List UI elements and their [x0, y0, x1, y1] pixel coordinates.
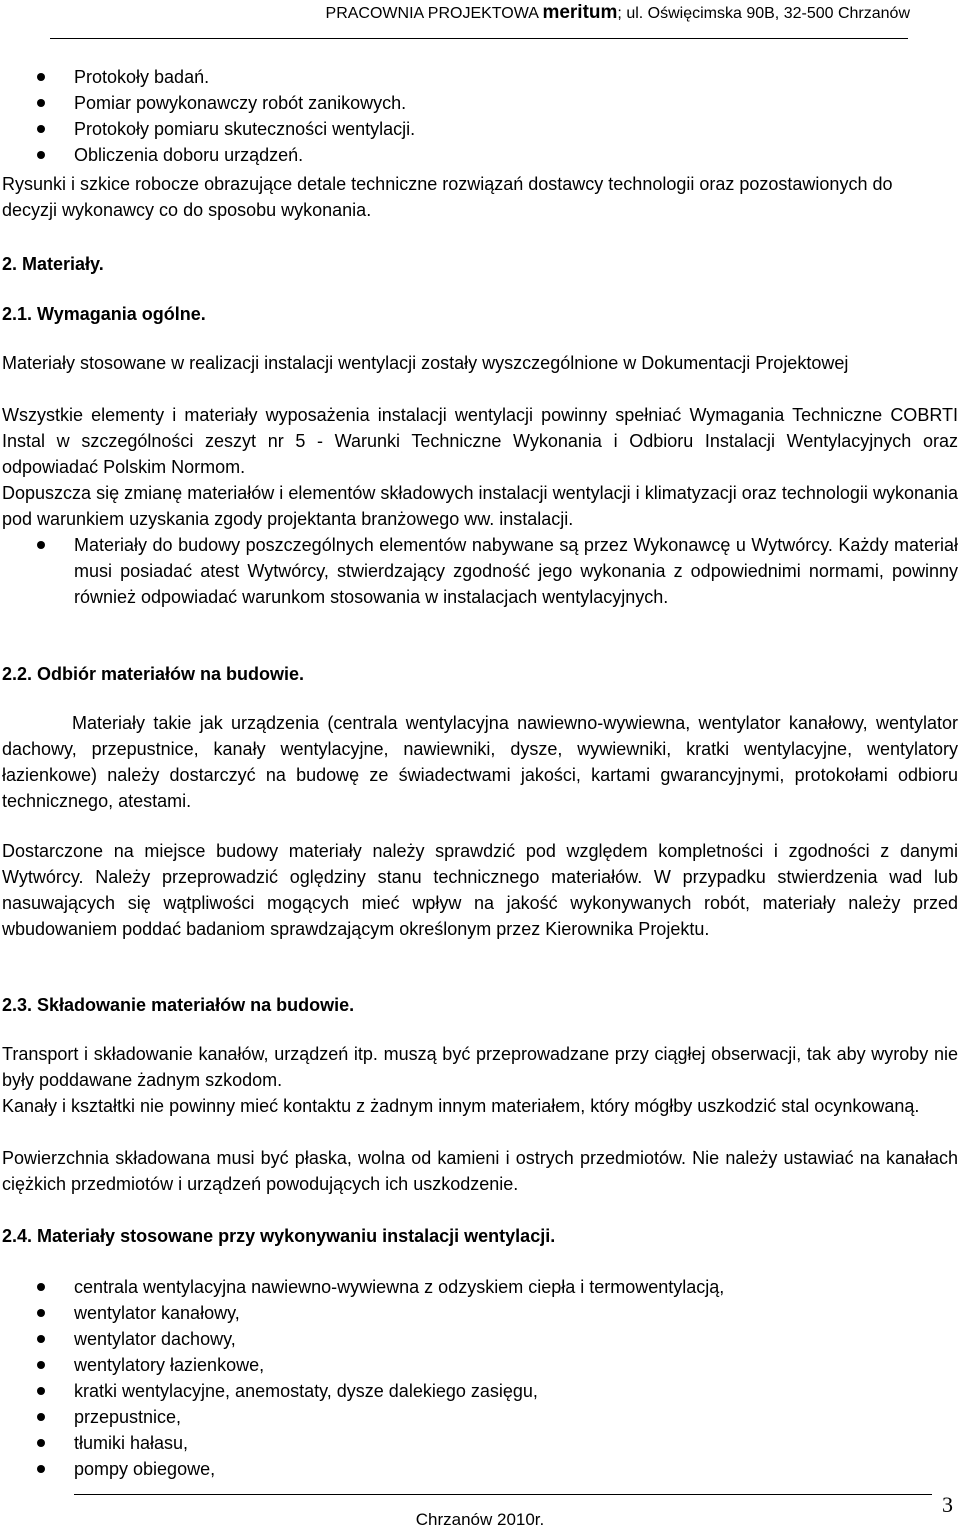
bullet-dot [37, 99, 45, 107]
bullet-dot [37, 73, 45, 81]
bullet-dot [37, 1439, 45, 1447]
paragraph-rysunki: Rysunki i szkice robocze obrazujące detale techniczne rozwiązań dostawcy technologii oraz pozostawionych do decyzji wykonawcy co do sposobu wykonania. [2, 174, 893, 220]
list-item: Protokoły badań. [74, 67, 210, 87]
list-item: wentylatory łazienkowe, [74, 1355, 265, 1375]
paragraph-dopuszcza: Dopuszcza się zmianę materiałów i elementów składowych instalacji wentylacji i klimatyzacji oraz technologii wykonania pod warunkiem uzyskania zgody projektanta branżowego ww. instalacji. [2, 483, 958, 529]
bullet-dot [37, 1361, 45, 1369]
paragraph-wszystkie: Wszystkie elementy i materiały wyposażenia instalacji wentylacji powinny spełniać Wymagania Techniczne COBRTI Instal w szczególności zeszyt nr 5 - Warunki Techniczne Wykonania i Odbioru Instalacji Wentylacyjnych oraz odpowiadać Polskim Normom. [2, 405, 958, 477]
list-item: wentylator kanałowy, [74, 1303, 240, 1323]
bullet-dot [37, 1465, 45, 1473]
paragraph-powierzchnia: Powierzchnia składowana musi być płaska, wolna od kamieni i ostrych przedmiotów. Nie należy ustawiać na kanałach ciężkich przedmiotów i urządzeń powodujących ich uszkodzenie. [2, 1148, 958, 1194]
page-footer: Chrzanów 2010r. [415, 1510, 545, 1529]
header-suffix: ; ul. Oświęcimska 90B, 32-500 Chrzanów [617, 5, 910, 22]
heading-2-1: 2.1. Wymagania ogólne. [2, 304, 206, 324]
header-rule [50, 38, 908, 39]
heading-2-2: 2.2. Odbiór materiałów na budowie. [2, 664, 305, 684]
heading-2: 2. Materiały. [2, 254, 104, 274]
bullet-dot [37, 1283, 45, 1291]
list-item: pompy obiegowe, [74, 1459, 216, 1479]
list-item: Protokoły pomiaru skuteczności wentylacji. [74, 119, 416, 139]
paragraph-materialy: Materiały stosowane w realizacji instalacji wentylacji zostały wyszczególnione w Dokumentacji Projektowej [2, 353, 849, 373]
list-item: centrala wentylacyjna nawiewno-wywiewna z odzyskiem ciepła i termowentylacją, [74, 1277, 725, 1297]
list-item: kratki wentylacyjne, anemostaty, dysze dalekiego zasięgu, [74, 1381, 538, 1401]
bullet-dot [37, 1413, 45, 1421]
header-brand: meritum [542, 2, 618, 23]
paragraph-takie: Materiały takie jak urządzenia (centrala wentylacyjna nawiewno-wywiewna, wentylator kanałowy, wentylator dachowy, przepustnice, kanały wentylacyjne, nawiewniki, dysze, wywiewniki, kratki wentylacyjne, wentylatory łazienkowe) należy dostarczyć na budowę ze świadectwami jakości, kartami gwarancyjnymi, protokołami odbioru technicznego, atestami. [2, 713, 958, 811]
header-prefix: PRACOWNIA PROJEKTOWA [325, 5, 543, 22]
bullet-dot [37, 151, 45, 159]
paragraph-transport: Transport i składowanie kanałów, urządzeń itp. muszą być przeprowadzane przy ciągłej obserwacji, tak aby wyroby nie były poddawane żadnym szkodom. [2, 1044, 958, 1090]
list-item: Obliczenia doboru urządzeń. [74, 145, 304, 165]
heading-2-4: 2.4. Materiały stosowane przy wykonywaniu instalacji wentylacji. [2, 1226, 556, 1246]
heading-2-3: 2.3. Składowanie materiałów na budowie. [2, 995, 355, 1015]
bullet-dot [37, 125, 45, 133]
list-item: tłumiki hałasu, [74, 1433, 189, 1453]
list-item: wentylator dachowy, [74, 1329, 236, 1349]
bullet-dot [37, 1335, 45, 1343]
footer-rule [74, 1494, 932, 1495]
list-item: przepustnice, [74, 1407, 182, 1427]
page-number: 3 [942, 1492, 953, 1517]
bullet-materialy: Materiały do budowy poszczególnych elementów nabywane są przez Wykonawcę u Wytwórcy. Każdy materiał musi posiadać atest Wytwórcy, stwierdzający zgodność jego wykonania z odpowiednimi normami, powinny również odpowiadać warunkom stosowania w instalacjach wentylacyjnych. [74, 535, 958, 607]
bullet-dot [37, 541, 45, 549]
page-header [50, 3, 910, 24]
list-item: Pomiar powykonawczy robót zanikowych. [74, 93, 407, 113]
paragraph-kanaly: Kanały i kształtki nie powinny mieć kontaktu z żadnym innym materiałem, który mógłby uszkodzić stal ocynkowaną. [2, 1096, 920, 1116]
paragraph-dostarczone: Dostarczone na miejsce budowy materiały należy sprawdzić pod względem kompletności i zgodności z danymi Wytwórcy. Należy przeprowadzić oględziny stanu technicznego materiałów. W przypadku stwierdzenia wad lub nasuwających się wątpliwości mogących mieć wpływ na jakość wykonywanych robót, materiały należy przed wbudowaniem poddać badaniom sprawdzającym określonym przez Kierownika Projektu. [2, 841, 958, 939]
bullet-dot [37, 1387, 45, 1395]
bullet-dot [37, 1309, 45, 1317]
